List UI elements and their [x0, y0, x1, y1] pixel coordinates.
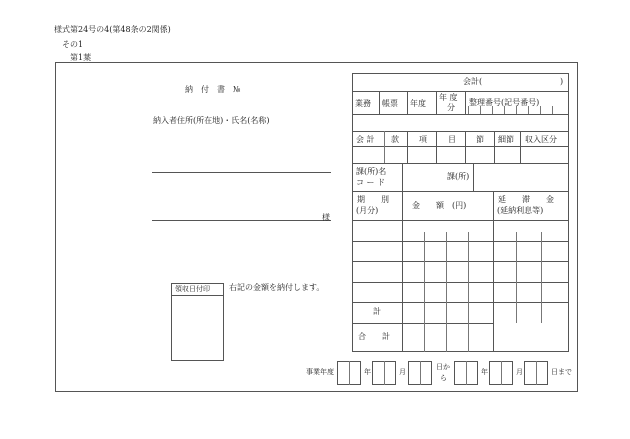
form-part: その1	[62, 40, 84, 49]
form-reference: 様式第24号の4(第48条の2関係)	[54, 25, 171, 34]
setsu-label: 節	[476, 135, 484, 144]
moku-label: 目	[448, 135, 456, 144]
kaikei-close: )	[560, 77, 564, 86]
choso-label: 帳票	[382, 99, 398, 108]
start-day-unit-2: ら	[440, 374, 447, 382]
start-day-unit: 日か	[436, 363, 450, 371]
nendo-bun-label: 年 度	[439, 93, 458, 102]
stamp-label: 領収日付印	[175, 285, 210, 293]
start-month-unit: 月	[399, 368, 406, 376]
payer-label: 納入者住所(所在地)・氏名(名称)	[153, 116, 270, 125]
gyomu-label: 業務	[355, 99, 371, 108]
start-year-unit: 年	[364, 368, 371, 376]
saisetsu-label: 細節	[498, 135, 514, 144]
entaikin-label-2: (延納利息等)	[497, 206, 544, 215]
kaikei-label: 会計(	[463, 77, 483, 86]
end-year-unit: 年	[481, 368, 488, 376]
nendo-label: 年度	[410, 99, 426, 108]
ka-code-label-2: コ ー ド	[356, 178, 386, 187]
jigyo-nendo-label: 事業年度	[306, 368, 334, 376]
shunyu-kubun-label: 収入区分	[525, 135, 557, 144]
kibetsu-label: 期 別	[357, 195, 389, 204]
end-day-unit: 日まで	[551, 368, 572, 376]
honorific: 様	[322, 213, 330, 222]
nendo-bun-label-2: 分	[447, 103, 455, 112]
kan-label: 款	[391, 135, 399, 144]
payer-address-line	[152, 172, 331, 173]
kibetsu-label-2: (月分)	[356, 206, 379, 215]
ka-sho-label: 課(所)	[447, 172, 470, 181]
entaikin-label: 延 滞 金	[498, 195, 554, 204]
gokei-label: 合 計	[358, 332, 390, 341]
payer-name-line	[152, 220, 331, 221]
kei-label: 計	[373, 307, 381, 316]
end-month-unit: 月	[516, 368, 523, 376]
form-title: 納 付 書 №	[185, 85, 241, 94]
seiri-bango-label: 整理番号(記号番号)	[469, 98, 540, 107]
ko-label: 項	[419, 135, 427, 144]
ka-code-label: 課(所)名	[356, 167, 387, 176]
received-text: 右記の金額を納付します。	[229, 283, 325, 292]
stamp-divider	[171, 295, 224, 296]
form-sheet: 第1葉	[70, 53, 92, 62]
kaikei-code-label: 会 計	[356, 135, 375, 144]
kingaku-label: 金 額 (円)	[412, 201, 467, 210]
